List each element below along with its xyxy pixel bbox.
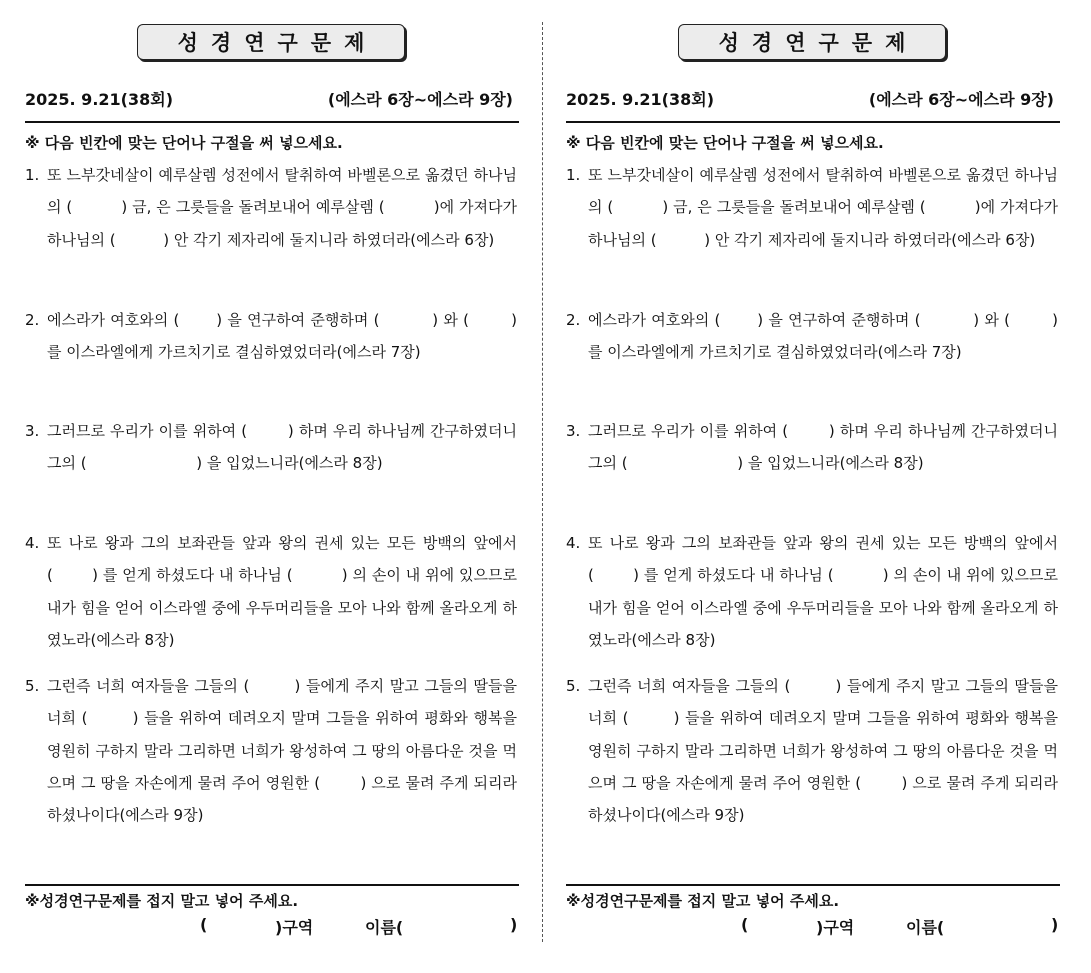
district-paren-open: ( (200, 915, 208, 934)
name-paren-close: ) (510, 915, 518, 934)
footer-rule (566, 884, 1060, 886)
instruction: ※ 다음 빈칸에 맞는 단어나 구절을 써 넣으세요. (25, 134, 343, 152)
district-label: )구역 (816, 918, 855, 937)
question-number: 5. (25, 677, 40, 695)
question-4 (25, 527, 517, 656)
question-number: 3. (25, 422, 40, 440)
signature-line (566, 915, 1060, 939)
title-box (137, 24, 405, 60)
question-text: 그러므로 우리가 이를 위하여 ( ) 하며 우리 하나님께 간구하였더니 그의 ( ) 을 입었느니라(에스라 8장) (47, 422, 517, 473)
district-label: )구역 (275, 918, 314, 937)
worksheet-date: 2025. 9.21(38회) (25, 90, 174, 109)
scripture-range: (에스라 6장~에스라 9장) (868, 90, 1054, 109)
question-5 (566, 670, 1058, 831)
question-text: 에스라가 여호와의 ( ) 을 연구하여 준행하며 ( ) 와 ( ) 를 이스라엘에게 가르치기로 결심하였었더라(에스라 7장) (588, 311, 1058, 362)
question-number: 4. (566, 534, 581, 552)
worksheet-right (566, 22, 1060, 952)
question-text: 또 나로 왕과 그의 보좌관들 앞과 왕의 권세 있는 모든 방백의 앞에서 ( ) 를 얻게 하셨도다 내 하나님 ( ) 의 손이 내 위에 있으므로 내가 힘을 얻어 이스라엘 중에 우두머리들을 모아 나와 함께 올라오게 하였노라(에스라 8장) (588, 534, 1058, 649)
header-rule (25, 121, 519, 123)
question-number: 2. (25, 311, 40, 329)
name-label: 이름( (906, 918, 945, 937)
question-number: 5. (566, 677, 581, 695)
question-3 (566, 415, 1058, 480)
question-number: 1. (25, 166, 40, 184)
question-text: 그런즉 너희 여자들을 그들의 ( ) 들에게 주지 말고 그들의 딸들을 너희 ( ) 들을 위하여 데려오지 말며 그들을 위하여 평화와 행복을 영원히 구하지 말라 그리하면 너희가 왕성하여 그 땅의 아름다운 것을 먹으며 그 땅을 자손에게 물려 주어 영원한 ( ) 으로 물려 주게 되리라 하셨나이다(에스라 9장) (588, 677, 1058, 825)
question-4 (566, 527, 1058, 656)
header-rule (566, 121, 1060, 123)
question-text: 또 느부갓네살이 예루살렘 성전에서 탈취하여 바벨론으로 옮겼던 하나님의 ( ) 금, 은 그릇들을 돌려보내어 예루살렘 ( )에 가져다가 하나님의 ( ) 안 각기 제자리에 둘지니라 하였더라(에스라 6장) (47, 166, 517, 249)
question-text: 또 나로 왕과 그의 보좌관들 앞과 왕의 권세 있는 모든 방백의 앞에서 ( ) 를 얻게 하셨도다 내 하나님 ( ) 의 손이 내 위에 있으므로 내가 힘을 얻어 이스라엘 중에 우두머리들을 모아 나와 함께 올라오게 하였노라(에스라 8장) (47, 534, 517, 649)
instruction: ※ 다음 빈칸에 맞는 단어나 구절을 써 넣으세요. (566, 134, 884, 152)
question-1 (566, 159, 1058, 256)
question-number: 1. (566, 166, 581, 184)
question-number: 3. (566, 422, 581, 440)
signature-line (25, 915, 519, 939)
worksheet-title: 성경연구문제 (718, 30, 919, 55)
worksheet-left (25, 22, 519, 952)
district-paren-open: ( (741, 915, 749, 934)
worksheet-title: 성경연구문제 (177, 30, 378, 55)
question-number: 2. (566, 311, 581, 329)
question-1 (25, 159, 517, 256)
question-text: 그러므로 우리가 이를 위하여 ( ) 하며 우리 하나님께 간구하였더니 그의 ( ) 을 입었느니라(에스라 8장) (588, 422, 1058, 473)
title-box (678, 24, 946, 60)
column-divider (542, 22, 543, 942)
question-5 (25, 670, 517, 831)
question-2 (25, 304, 517, 369)
footer-note: ※성경연구문제를 접지 말고 넣어 주세요. (25, 892, 299, 910)
name-label: 이름( (365, 918, 404, 937)
question-text: 에스라가 여호와의 ( ) 을 연구하여 준행하며 ( ) 와 ( ) 를 이스라엘에게 가르치기로 결심하였었더라(에스라 7장) (47, 311, 517, 362)
footer-note: ※성경연구문제를 접지 말고 넣어 주세요. (566, 892, 840, 910)
question-2 (566, 304, 1058, 369)
question-3 (25, 415, 517, 480)
question-text: 또 느부갓네살이 예루살렘 성전에서 탈취하여 바벨론으로 옮겼던 하나님의 ( ) 금, 은 그릇들을 돌려보내어 예루살렘 ( )에 가져다가 하나님의 ( ) 안 각기 제자리에 둘지니라 하였더라(에스라 6장) (588, 166, 1058, 249)
question-text: 그런즉 너희 여자들을 그들의 ( ) 들에게 주지 말고 그들의 딸들을 너희 ( ) 들을 위하여 데려오지 말며 그들을 위하여 평화와 행복을 영원히 구하지 말라 그리하면 너희가 왕성하여 그 땅의 아름다운 것을 먹으며 그 땅을 자손에게 물려 주어 영원한 ( ) 으로 물려 주게 되리라 하셨나이다(에스라 9장) (47, 677, 517, 825)
worksheet-date: 2025. 9.21(38회) (566, 90, 715, 109)
footer-rule (25, 884, 519, 886)
scripture-range: (에스라 6장~에스라 9장) (327, 90, 513, 109)
question-number: 4. (25, 534, 40, 552)
name-paren-close: ) (1051, 915, 1059, 934)
